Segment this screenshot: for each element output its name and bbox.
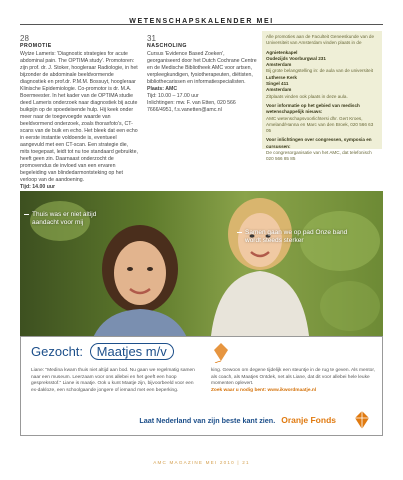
brand-logo-icon [352, 409, 372, 431]
entry-date: 28 [20, 34, 29, 43]
info-body: AMC wetenschapsvoorlichtersi dhr. Gert Kroes, Ameland/Hanna en Marc van den Broek, 020 566 63 05 [266, 115, 374, 134]
entry-time: Tijd: 10.00 – 17.00 uur [147, 93, 199, 99]
entry-info: Inlichtingen: mw. F. van Etten, 020 566 7666/4951, f.s.vanetten@amc.nl [147, 100, 236, 113]
entry-body: Wytze Lameris: 'Diagnostic strategies for acute abdominal pain. The OPTIMA study'. Promotoren: zijn prof. dr. J. Stoker, hoogleraar Radiologie, in het bijzonder de abdominale beeldvormende diagnostiek en prof.dr. P.M.M. Bossuyt, hoogleraar Klinische Epidemiologie. Co-promotor is dr. M.A. Boermeester. In het kader van de OPTIMA studie deed Lameris onderzoek naar diagnostiek bij acute buikpijn op de spoedeisende hulp. Hij keek onder meer naar de toegevoegde waarde van beeldvormend onderzoek, zoals thoraxfoto's, CT-scans van de buik en echo. Het bleek dat een echo in eerste instantie voldoende is, eventueel aangevuld met een CT-scan. Een strategie die, mits toegepast, leidt tot nu toe standaard gebruikte, heeft geen zin. Daarnaast onderzocht de promovendus de invloed van een ervaren begeleiding van blindedarmontsteking op het verloop van de aandoening. [20, 51, 138, 183]
entry-date: 31 [147, 34, 156, 43]
ad-text-right [211, 368, 379, 394]
ad-title-prefix: Gezocht: [31, 344, 84, 359]
brand-name: Oranje Fonds [281, 415, 336, 425]
ad-slogan-text: Laat Nederland van zijn beste kant zien. [139, 416, 276, 425]
entry-time: Tijd: 14.00 uur [20, 184, 56, 190]
venue2-note: Zitplaats vinden ook plaats in deze aula. [266, 93, 348, 99]
ad-box [20, 336, 383, 436]
venue2-address-line: Amsterdam [266, 87, 292, 93]
agenda-body: De congresorganisatie van het AMC, dat telefonisch 020 566 85 85 [266, 150, 372, 162]
ad-paragraph: Liane: "Medina kwam thuis niet altijd aan bod. Nu gaan we regelmatig samen naar een museum. Leerzaam voor ons allebei en het geeft een hoop gespreksstof." Liane is maatje. Ook u kunt Maatje zijn, bijvoorbeeld voor een ex-dakloze, een schoolgaande jongere of iemand met een beperking. [31, 368, 195, 393]
entry-body: Cursus 'Evidence Based Zoeken', georganiseerd door het Dutch Cochrane Centre en de Medische Bibliotheek AMC voor artsen, verpleegkundigen, fysiotherapeuten, diëtisten, bibliothecarissen en informatiespecialisten. [147, 51, 257, 85]
ad-title-boxed: Maatjes m/v [90, 343, 174, 360]
kite-icon [211, 341, 231, 363]
woman-portrait [205, 196, 315, 336]
section-title: WETENSCHAPSKALENDER MEI [129, 18, 274, 25]
sidebar-intro: Alle promoties aan de Faculteit Geneeskunde van de Universiteit van Amsterdam vinden plaats in de [266, 34, 375, 46]
foliage [320, 281, 380, 331]
entry-place: Plaats: AMC [147, 86, 178, 92]
ad-slogan [139, 415, 336, 425]
girl-portrait [80, 221, 200, 336]
section-header [20, 8, 383, 25]
photo-caption-right: Samen gaan we op pad Onze band wordt steeds sterker [245, 229, 355, 245]
page-footer: AMC MAGAZINE MEI 2010 | 21 [153, 460, 250, 465]
calendar-entry-nascholing [147, 34, 257, 114]
info-title: Voor informatie op het gebied van medisch wetenschappelijk nieuws: [266, 102, 360, 115]
entry-label: PROMOTIE [20, 43, 52, 49]
venue-name: Agnietenkapel [266, 49, 298, 55]
ad-text-left [31, 368, 199, 394]
venue-address-line: Oudezijds Voorburgwal 231 [266, 55, 326, 61]
venue-note: Bij grote belangstelling in: de aula van de universiteit [266, 68, 373, 74]
ad-title [31, 343, 174, 360]
venue2-name: Lutherse Kerk [266, 74, 297, 80]
photo-caption-left: Thuis was er niet altijd aandacht voor mij [32, 211, 122, 227]
calendar-entry-promotie [20, 34, 138, 191]
ad-link[interactable]: Zoek waar u nodig bent: www.ikwordmaatje.nl [211, 387, 317, 393]
info-sidebar [262, 31, 382, 162]
entry-label: NASCHOLING [147, 43, 187, 49]
venue2-address-line: Singel 411 [266, 81, 289, 87]
venue-address-line: Amsterdam [266, 62, 292, 68]
ad-paragraph: king. Gewoon om degene tijdelijk een steuntje in de rug te geven. Als mentor, als coach, als Maatjes Ontdek, net als Liane, dat dit voor allebei hele leuke momenten oplevert. [211, 368, 375, 386]
agenda-title: Voor inlichtingen over congressen, symposia en cursussen: [266, 137, 372, 149]
